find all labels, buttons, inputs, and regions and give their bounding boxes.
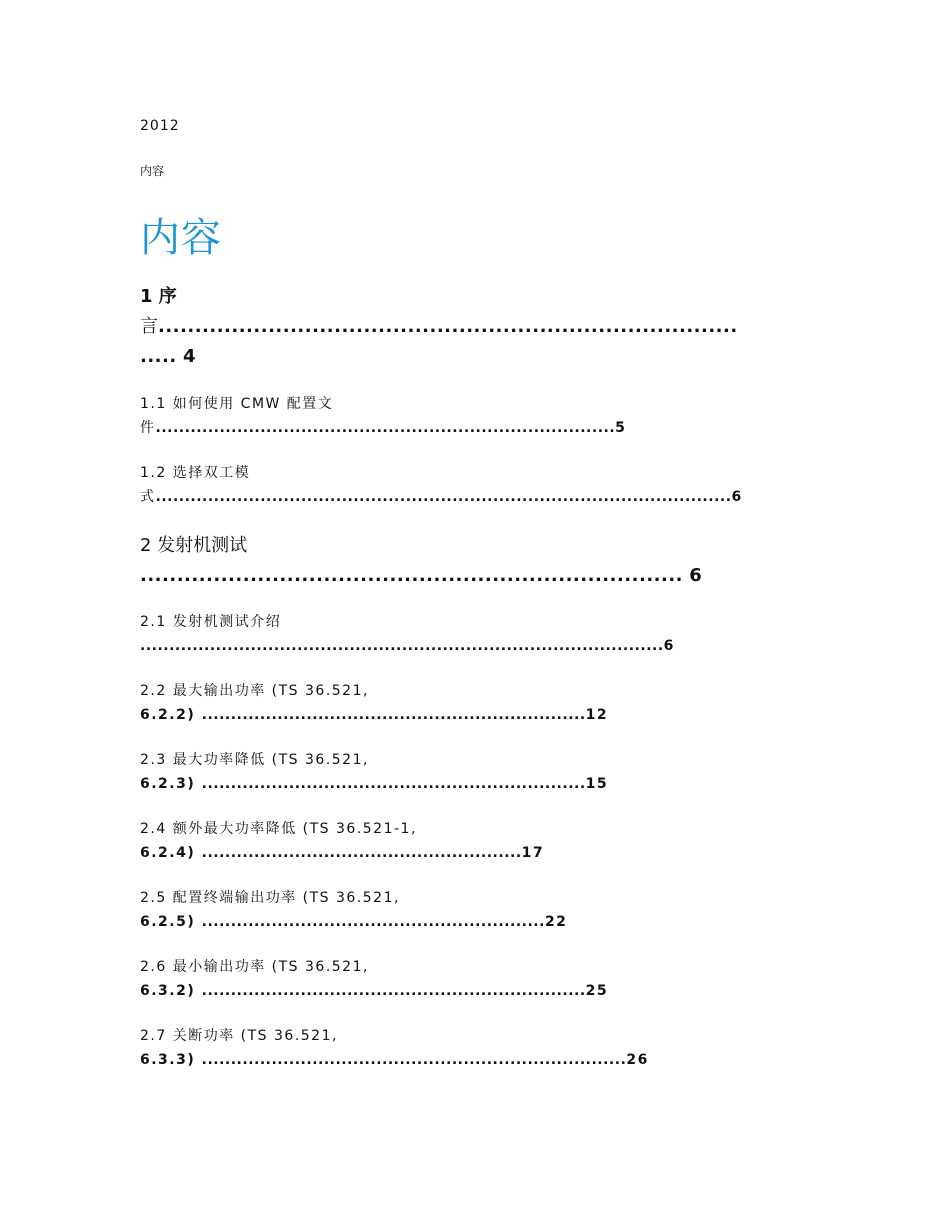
toc-page-number: 5 xyxy=(615,420,627,436)
toc-page-number: 12 xyxy=(585,707,609,723)
toc-text: 言 xyxy=(140,316,158,337)
toc-page-number: 15 xyxy=(585,776,609,792)
toc-text: 2.1 发射机测试介绍 xyxy=(140,614,282,630)
toc-text: 1.1 如何使用 CMW 配置文 xyxy=(140,396,334,412)
toc-entry[interactable] xyxy=(140,679,810,727)
toc-page-number: 6 xyxy=(663,638,675,654)
toc-leader: ....................................................... xyxy=(201,845,522,861)
toc-text: 2 发射机测试 xyxy=(140,535,248,556)
toc-page-number: 22 xyxy=(544,914,568,930)
toc-text: 6.3.2) xyxy=(140,983,202,999)
toc-text: 6.2.3) xyxy=(140,776,202,792)
running-header: 内容 xyxy=(140,164,165,178)
toc-page-number: 17 xyxy=(521,845,545,861)
toc-text: 6.3.3) xyxy=(140,1052,202,1068)
toc-entry[interactable] xyxy=(140,886,810,934)
toc-text: 6.2.4) xyxy=(140,845,202,861)
toc-text: 2.4 额外最大功率降低 (TS 36.521-1, xyxy=(140,821,417,837)
toc-entry[interactable] xyxy=(140,748,810,796)
toc-text: 件 xyxy=(140,420,156,436)
toc-page-number: 26 xyxy=(626,1052,649,1068)
toc-leader: ................................................................................................... xyxy=(155,489,732,505)
toc-entry[interactable] xyxy=(140,817,810,865)
toc-leader: ............................................................................... xyxy=(155,420,616,436)
toc-leader: ..... xyxy=(140,346,177,367)
toc-leader: ............................................................................... xyxy=(158,316,738,337)
toc-text: 2.7 关断功率 (TS 36.521, xyxy=(140,1028,338,1044)
toc-text: 式 xyxy=(140,489,156,505)
toc-page-number: 6 xyxy=(683,565,702,586)
toc-leader: ......................................................................... xyxy=(201,1052,627,1068)
toc-text: 2.6 最小输出功率 (TS 36.521, xyxy=(140,959,369,975)
toc-text: 2.2 最大输出功率 (TS 36.521, xyxy=(140,683,369,699)
toc-text: 1.2 选择双工模 xyxy=(140,465,251,481)
toc-leader: .................................................................. xyxy=(201,983,586,999)
toc-entry[interactable] xyxy=(140,282,810,372)
page-title: 内容 xyxy=(140,215,222,261)
toc-text: 2.5 配置终端输出功率 (TS 36.521, xyxy=(140,890,400,906)
toc-entry[interactable] xyxy=(140,392,810,440)
header-year: 2012 xyxy=(140,118,180,134)
toc-leader: .......................................................................... xyxy=(140,565,684,586)
toc-text: 2.3 最大功率降低 (TS 36.521, xyxy=(140,752,369,768)
toc-leader: ........................................................... xyxy=(201,914,545,930)
toc-entry[interactable] xyxy=(140,531,810,591)
toc-text: 6.2.5) xyxy=(140,914,202,930)
toc-entry[interactable] xyxy=(140,461,810,509)
toc-page-number: 25 xyxy=(585,983,609,999)
toc-entry[interactable] xyxy=(140,1024,810,1072)
toc-leader: .................................................................. xyxy=(201,776,586,792)
toc-text: 6.2.2) xyxy=(140,707,202,723)
toc-leader: .......................................................................................... xyxy=(140,638,664,654)
toc-entry[interactable] xyxy=(140,955,810,1003)
toc-page-number: 4 xyxy=(176,346,196,367)
toc-page-number: 6 xyxy=(731,489,743,505)
toc-entry[interactable] xyxy=(140,610,810,658)
toc-leader: .................................................................. xyxy=(201,707,586,723)
toc-text: 1 序 xyxy=(140,286,177,307)
